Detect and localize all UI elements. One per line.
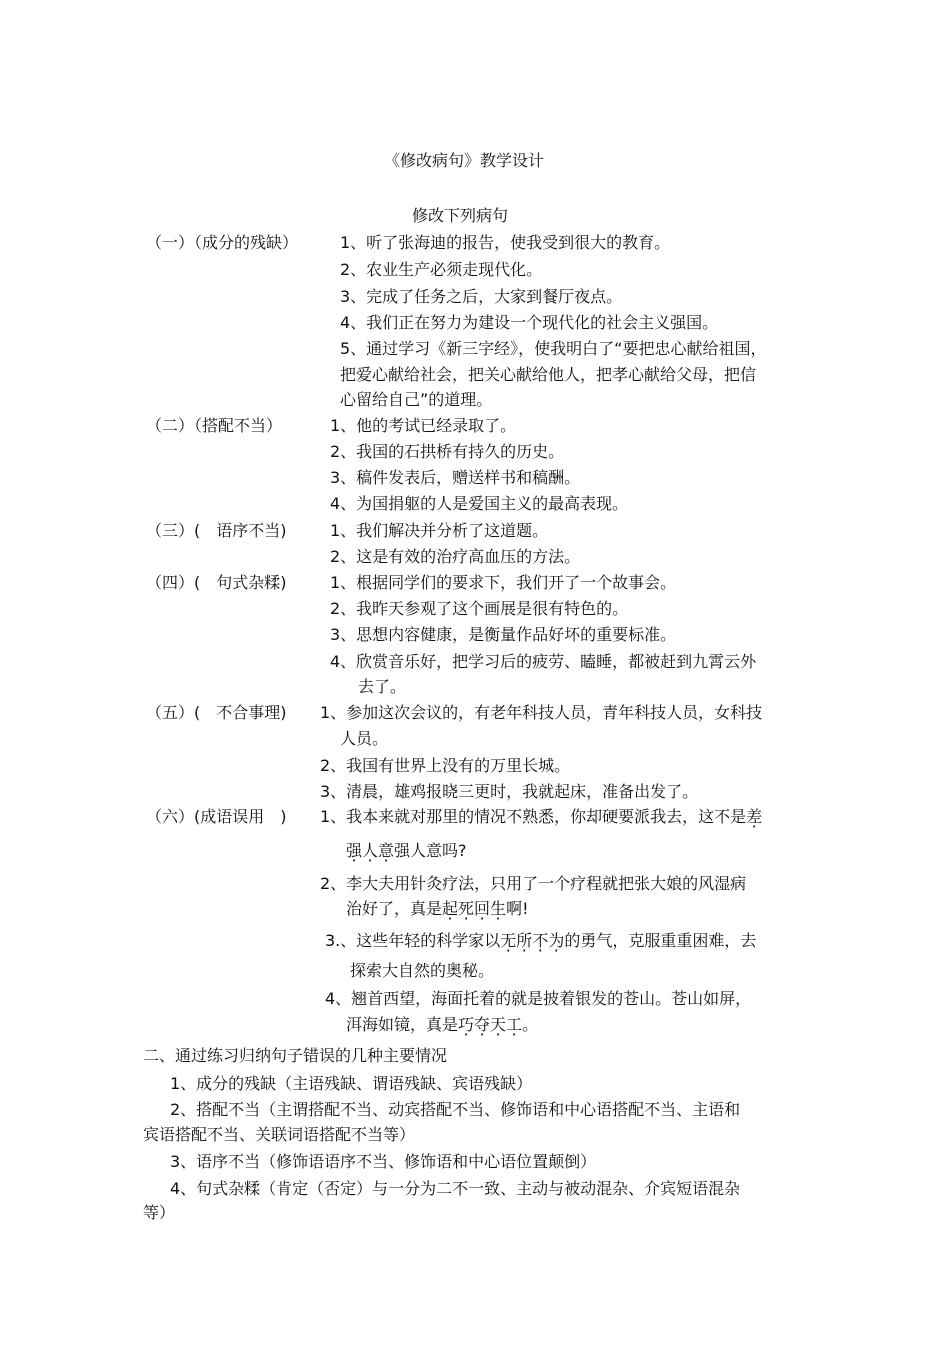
part2-heading: 二、通过练习归纳句子错误的几种主要情况 <box>143 1046 448 1065</box>
sentence-2-3: 3、稿件发表后，赠送样书和稿酬。 <box>330 468 581 487</box>
sentence-1-5: 5、通过学习《新三字经》，使我明白了“要把忠心献给祖国， <box>340 339 767 358</box>
sentence-1-5-cont2: 心留给自己”的道理。 <box>340 390 493 409</box>
idiom-char: 不 <box>532 931 549 950</box>
summary-item-1: 1、成分的残缺（主语残缺、谓语残缺、宾语残缺） <box>170 1074 533 1093</box>
sentence-2-1: 1、他的考试已经录取了。 <box>330 416 517 435</box>
section-2-label: （二）（搭配不当） <box>146 416 283 435</box>
section-3-label: （三）( 语序不当) <box>146 521 287 540</box>
idiom-char: 强 <box>346 841 363 860</box>
page-title: 《修改病句》教学设计 <box>384 151 545 170</box>
sentence-4-2: 2、我昨天参观了这个画展是很有特色的。 <box>330 599 629 618</box>
idiom-char: 意 <box>378 841 395 860</box>
sentence-6-2: 2、李大夫用针灸疗法，只用了一个疗程就把张大娘的风湿病 <box>320 874 747 893</box>
sentence-6-3-text: 3.、这些年轻的科学家以 <box>325 931 501 950</box>
idiom-char: 所 <box>516 931 533 950</box>
sentence-2-2: 2、我国的石拱桥有持久的历史。 <box>330 442 565 461</box>
sentence-4-4-cont: 去了。 <box>358 677 407 696</box>
idiom-char: 生 <box>490 899 507 918</box>
sentence-6-4: 4、翘首西望，海面托着的就是披着银发的苍山。苍山如屏， <box>325 989 752 1008</box>
sentence-6-4-text: 洱海如镜，真是 <box>346 1015 459 1034</box>
idiom-char: 无 <box>500 931 517 950</box>
sentence-6-2-tail: 啊! <box>506 899 529 918</box>
idiom-char: 死 <box>458 899 475 918</box>
idiom-char: 天 <box>490 1015 507 1034</box>
summary-item-4: 4、句式杂糅（肯定（否定）与一分为二不一致、主动与被动混杂、介宾短语混杂 <box>170 1179 741 1198</box>
idiom-char: 回 <box>474 899 491 918</box>
sentence-6-2-cont <box>346 898 529 920</box>
sentence-6-3 <box>325 930 756 952</box>
sentence-6-1-tail: 强人意吗? <box>394 841 467 860</box>
sentence-1-5-cont: 把爱心献给社会，把关心献给他人，把孝心献给父母，把信 <box>340 365 757 384</box>
idiom-char: 工 <box>506 1015 523 1034</box>
sentence-6-1-text: 1、我本来就对那里的情况不熟悉，你却硬要派我去，这不是 <box>320 807 747 826</box>
sentence-5-3: 3、清晨，雄鸡报晓三更时，我就起床，准备出发了。 <box>320 782 699 801</box>
sentence-3-2: 2、这是有效的治疗高血压的方法。 <box>330 547 581 566</box>
summary-item-2-cont: 宾语搭配不当、关联词语搭配不当等） <box>143 1125 416 1144</box>
sentence-5-1-cont: 人员。 <box>340 729 389 748</box>
section-1-label: （一）（成分的残缺） <box>146 233 299 252</box>
summary-item-4-cont: 等） <box>143 1203 176 1222</box>
idiom-char: 人 <box>362 841 379 860</box>
sentence-1-1: 1、听了张海迪的报告，使我受到很大的教育。 <box>340 233 671 252</box>
sentence-5-2: 2、我国有世界上没有的万里长城。 <box>320 756 571 775</box>
sentence-4-3: 3、思想内容健康，是衡量作品好坏的重要标准。 <box>330 625 677 644</box>
idiom-char: 夺 <box>474 1015 491 1034</box>
sentence-6-4-cont <box>346 1014 538 1036</box>
sentence-6-1 <box>320 806 762 828</box>
sentence-1-2: 2、农业生产必须走现代化。 <box>340 260 543 279</box>
sentence-6-3-tail: 的勇气，克服重重困难，去 <box>564 931 757 950</box>
sentence-5-1: 1、参加这次会议的，有老年科技人员，青年科技人员，女科技 <box>320 703 763 722</box>
sentence-4-1: 1、根据同学们的要求下，我们开了一个故事会。 <box>330 573 677 592</box>
exercise-subtitle: 修改下列病句 <box>412 206 509 225</box>
sentence-1-3: 3、完成了任务之后，大家到餐厅夜点。 <box>340 287 623 306</box>
sentence-6-1-cont <box>346 840 467 862</box>
sentence-1-4: 4、我们正在努力为建设一个现代化的社会主义强国。 <box>340 313 719 332</box>
idiom-char: 为 <box>548 931 565 950</box>
idiom-char: 差 <box>746 807 763 826</box>
idiom-char: 巧 <box>458 1015 475 1034</box>
section-5-label: （五）( 不合事理) <box>146 703 287 722</box>
sentence-2-4: 4、为国捐躯的人是爱国主义的最高表现。 <box>330 494 629 513</box>
sentence-3-1: 1、我们解决并分析了这道题。 <box>330 521 549 540</box>
sentence-6-3-cont: 探索大自然的奥秘。 <box>350 961 495 980</box>
idiom-char: 起 <box>442 899 459 918</box>
sentence-4-4: 4、欣赏音乐好，把学习后的疲劳、瞌睡，都被赶到九霄云外 <box>330 652 757 671</box>
sentence-6-2-text: 治好了，真是 <box>346 899 443 918</box>
summary-item-3: 3、语序不当（修饰语语序不当、修饰语和中心语位置颠倒） <box>170 1152 597 1171</box>
summary-item-2: 2、搭配不当（主谓搭配不当、动宾搭配不当、修饰语和中心语搭配不当、主语和 <box>170 1100 741 1119</box>
section-4-label: （四）( 句式杂糅) <box>146 573 287 592</box>
sentence-6-4-tail: 。 <box>522 1015 539 1034</box>
section-6-label: （六）(成语误用 ) <box>146 807 287 826</box>
